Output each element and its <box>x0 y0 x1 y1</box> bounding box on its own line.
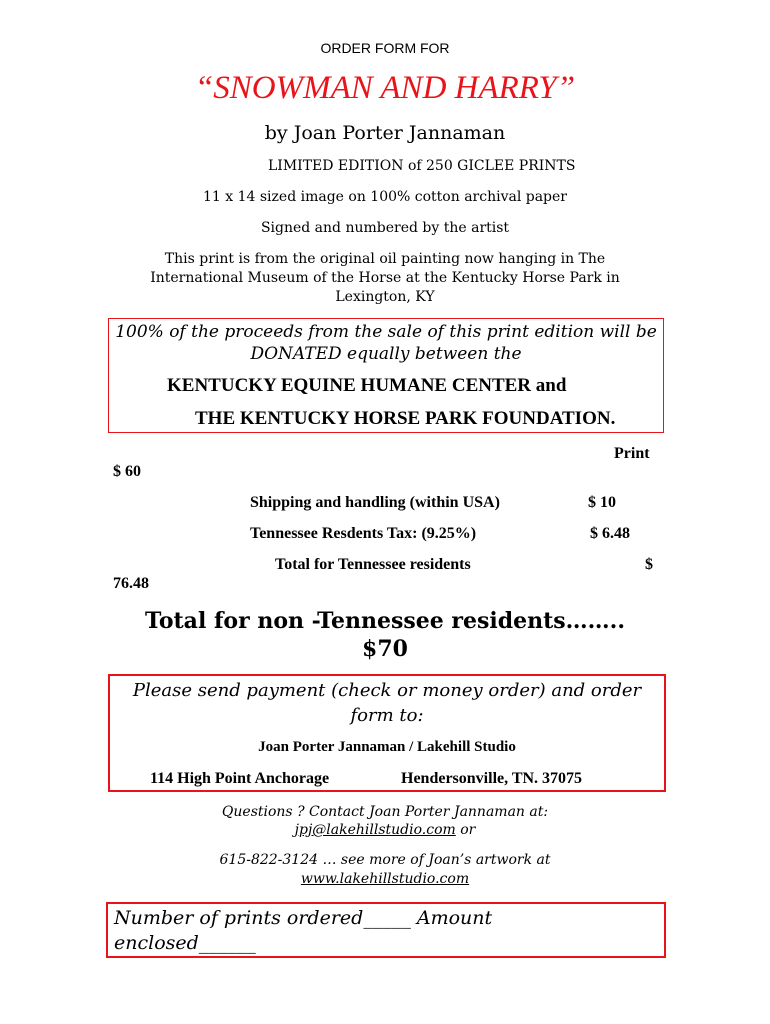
donation-text: 100% of the proceeds from the sale of this print edition will be DONATED equally between the <box>115 322 657 364</box>
email-link[interactable]: jpj@lakehillstudio.com <box>294 822 456 838</box>
shipping-label: Shipping and handling (within USA) <box>250 494 500 511</box>
tax-label: Tennessee Resdents Tax: (9.25%) <box>250 525 477 542</box>
tax-price: $ 6.48 <box>590 525 630 542</box>
non-tn-total-label: Total for non -Tennessee residents…….. <box>145 608 625 634</box>
order-form-heading: ORDER FORM FOR <box>320 40 450 56</box>
artist-byline: by Joan Porter Jannaman <box>264 122 506 144</box>
order-quantity-text: Number of prints ordered_____ Amount enclosed______ <box>114 907 493 954</box>
payee-name: Joan Porter Jannaman / Lakehill Studio <box>258 739 516 755</box>
questions-text: Questions ? Contact Joan Porter Jannaman at: <box>221 804 549 820</box>
non-tn-total-value: $70 <box>362 636 408 662</box>
payment-box <box>108 674 666 792</box>
website-link[interactable]: www.lakehillstudio.com <box>300 871 470 887</box>
tn-total-label: Total for Tennessee residents <box>275 556 471 573</box>
size-info: 11 x 14 sized image on 100% cotton archival paper <box>203 189 567 205</box>
edition-info: LIMITED EDITION of 250 GICLEE PRINTS <box>268 158 576 174</box>
beneficiary-1: KENTUCKY EQUINE HUMANE CENTER and <box>167 375 567 396</box>
payee-city: Hendersonville, TN. 37075 <box>401 770 583 787</box>
print-label: Print <box>614 445 650 462</box>
or-text: or <box>455 822 476 838</box>
website-line <box>0 871 770 887</box>
tn-total-value: 76.48 <box>113 575 149 592</box>
donation-box <box>108 318 664 433</box>
order-quantity-box <box>106 902 666 958</box>
phone-line: 615-822-3124 … see more of Joan’s artwork at <box>219 852 551 868</box>
payment-instruction: Please send payment (check or money order) and order form to: <box>132 680 642 726</box>
painting-description: This print is from the original oil painting now hanging in The International Museum of the Horse at the Kentucky Horse Park in Lexington, KY <box>150 251 620 305</box>
print-title: “SNOWMAN AND HARRY” <box>194 70 576 106</box>
shipping-price: $ 10 <box>588 494 616 511</box>
payee-street: 114 High Point Anchorage <box>150 770 330 787</box>
print-price: $ 60 <box>113 463 141 480</box>
signed-info: Signed and numbered by the artist <box>260 220 510 236</box>
tn-total-dollar: $ <box>645 556 653 573</box>
email-line <box>0 822 770 838</box>
beneficiary-2: THE KENTUCKY HORSE PARK FOUNDATION. <box>195 408 616 429</box>
